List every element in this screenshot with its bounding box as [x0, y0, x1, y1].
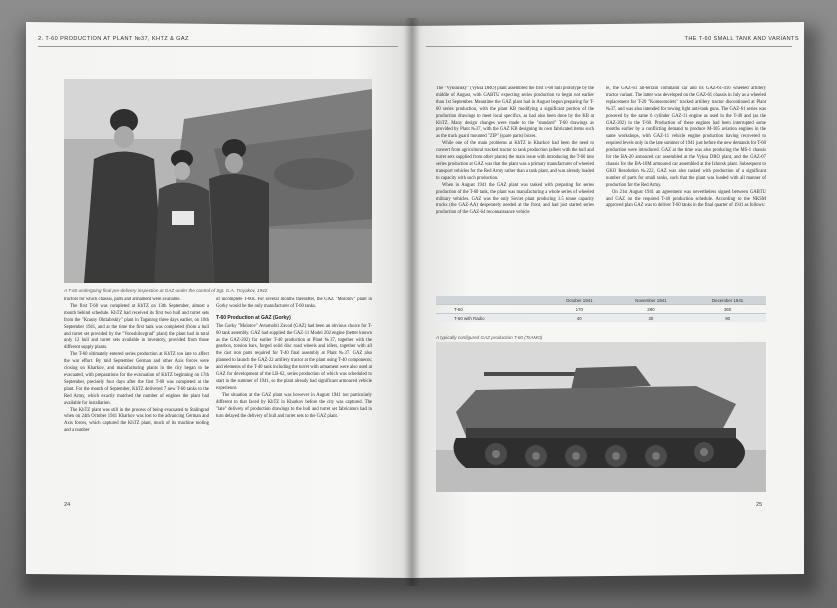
section-heading: T-60 Production at GAZ (Gorky)	[216, 314, 291, 321]
table-header-cell: December 1941	[689, 296, 766, 305]
left-page-number: 24	[64, 502, 71, 508]
table-header-cell: October 1941	[546, 296, 613, 305]
book-gutter	[404, 18, 420, 586]
paragraph: The KhTZ plant was still in the process of being evacuated to Stalingrad when on 24th October 1941 Kharkov was lost to the advancing German and Axis forces, which captured the KhTZ plant, much of its machine tooling and a number	[64, 407, 209, 434]
left-running-head: 2. T-60 PRODUCTION AT PLANT №37, KHTZ & GAZ	[38, 36, 189, 42]
right-photo-t60-tank	[436, 342, 766, 492]
table-header-cell	[436, 296, 546, 305]
table-row	[436, 305, 766, 314]
table-cell: 30	[613, 314, 690, 323]
right-column-2	[606, 86, 766, 291]
production-schedule-table	[436, 296, 766, 322]
table-cell: 170	[546, 305, 613, 314]
table-cell: T-60 with Radio	[436, 314, 546, 323]
left-column-2	[216, 297, 372, 507]
left-photo-caption: A T-60 undergoing final pre-delivery inspection at GAZ under the control of Sgt. G.A. Troyakov, 1942.	[64, 288, 269, 293]
table-cell: 360	[689, 305, 766, 314]
paragraph: On 21st August 1941 an agreement was nevertheless signed between GABTU and GAZ on the required T-40 production schedule. According to the NKSM approved plan GAZ was to deliver T-60 tanks in the final quarter of 1941 as follows:	[606, 189, 766, 209]
paragraph: The first T-60 was completed at KhTZ on 13th September, almost a month behind schedule. KhTZ had received its first two hull and turret sets from the "Krasny Oktiabrskiy" plant in Taganrog three days earlier, on 10th September 1941, and at the time the first tank was completed (from a hull and turret set provided by the "Voroshilovgrad" plant) the plant had in total only 12 hull and turret sets available in inventory, provided from those different supply plants.	[64, 303, 209, 351]
table-row	[436, 314, 766, 323]
paragraph: The T-60 ultimately entered series production at KhTZ too late to affect the war effort. By mid September German and other Axis forces were closing on Kharkov, and manufacturing plants in the city began to be evacuated, with preparations for the evacuation of KhTZ beginning on 17th September, precisely four days after the first T-60 was completed at the plant. For the month of September, KhTZ delivered 7 new T-60 tanks to the Red Army, which exactly matched the number of engines the plant had available for installation.	[64, 352, 209, 406]
table-cell: 280	[613, 305, 690, 314]
paragraph: tractors for which chassis, parts and armament were available.	[64, 297, 181, 302]
paragraph: When in August 1941 the GAZ plant was tasked with preparing for series production of the T-60 tank, the plant was manufacturing a whole series of wheeled military vehicles. GAZ was the only Soviet plant producing 1.5 tonne capacity trucks (the GAZ-AA) desperately needed at the front, and had just started series production of the GAZ-64 reconnaissance vehicle	[436, 182, 594, 216]
right-header-rule	[426, 46, 792, 47]
right-page-number: 25	[756, 502, 763, 508]
table-header-row	[436, 296, 766, 305]
paragraph: The "Vyksunsky" (Vyksa DRO) plant assembled the first T-60 hull prototype by the middle of August, with GABTU expecting series production to begin not earlier than 1st September. Meantime the GAZ plant had in August begun preparing for T-60 series production, with the plant KB modifying a significant portion of the production drawings to meet local specifics, as had also been done by the KB at KhTZ. Many design changes were made to the "standard" T-60 drawings as provided by Plant №37, with the GAZ KB designing its own fabricated items such as the track guard mounted "ZIP" (spare parts) boxes.	[436, 86, 594, 140]
paragraph: The situation at the GAZ plant was however in August 1941 not particularly different to that faced by KhTZ in Kharkov before the city was captured. The "late" delivery of production drawings to the hull and turret set fabricators had in turn delayed the delivery of hull and turret sets to the GAZ plant.	[216, 392, 372, 419]
paragraph: of incomplete T-60s. For several months thereafter, the GAZ "Molotov" plant in Gorky would be the only manufacturer of T-60 tanks.	[216, 297, 372, 309]
table-cell: T-60	[436, 305, 546, 314]
right-column-1	[436, 86, 594, 291]
table-cell: 90	[689, 314, 766, 323]
tank-illustration	[436, 342, 766, 492]
left-header-rule	[38, 46, 398, 47]
paragraph: le, the GAZ-61 all-terrain command car and its GAZ-61-416 wheeled artillery tractor variant. The latter was developed on the GAZ-61 chassis in July as a wheeled replacement for T-20 "Komsomolets" tracked artillery tractor discontinued at Plant №37, and was also intended for towing light anti-tank guns. The GAZ-61 series was powered by the same 6 cylinder GAZ-11 engine as used in the T-40 and (as the GAZ-202) in the T-60. Production of these engines had been interrupted some months earlier by a conflicting demand to produce M-105 aviation engines in the same workshops, with GAZ-11 vehicle engine production having recovered to required levels only in the late summer of 1941 just before the new demands for T-60 production were introduced. GAZ at the time was also producing the MS-1 chassis for the BA-20 armoured car assembled at the Vyksa DRO plant, and the GAZ-07 chassis for the BA-10M armoured car assembled at the Izhorsk plant. Subsequent to GKO Resolution №222, GAZ was also tasked with production of a significant number of parts for small tanks, such that the plant was loaded with all manner of production for the Red Army.	[606, 86, 766, 188]
right-photo-caption: A typically configured GAZ production T-60 (TsAMO)	[436, 335, 543, 340]
left-column-1	[64, 297, 209, 507]
paragraph: The Gorky "Molotov" Avtomobil Zavod (GAZ) had been an obvious choice for T-60 tank assembly. GAZ had supplied the GAZ-11 Model 202 engine (better known as the GAZ-202) for earlier T-40 production at Plant №37, together with the gearbox, torsion bars, forged solid disc road wheels and idlers, together with all the cast iron parts required for T-40 final assembly at Plant №37. GAZ also planned to launch the GAZ-22 artillery tractor at the plant using T-40 components; and elements of the T-40 tank including the turret with armament were also used at GAZ for development of the LB-62, series production of which was scheduled to start in the summer of 1941, so the plant already had significant armoured vehicle experience.	[216, 323, 372, 391]
paragraph: While one of the main problems at KhTZ in Kharkov had been the need to convert from agricultural tracked tractor to tank production (albeit with the hull and turret sets supplied from other plants) the main issue with introducing the T-60 into series production at GAZ was that the plant was a primary manufacturer of wheeled transport vehicles for the Red Army rather than a tank plant, and was already loaded to capacity with such production.	[436, 141, 594, 181]
soldiers-tank-illustration	[64, 79, 372, 283]
table-header-cell: November 1941	[613, 296, 690, 305]
left-photo-soldiers-inspecting-tank	[64, 79, 372, 283]
right-running-head: THE T-60 SMALL TANK AND VARIANTS	[684, 36, 799, 42]
table-cell: 40	[546, 314, 613, 323]
